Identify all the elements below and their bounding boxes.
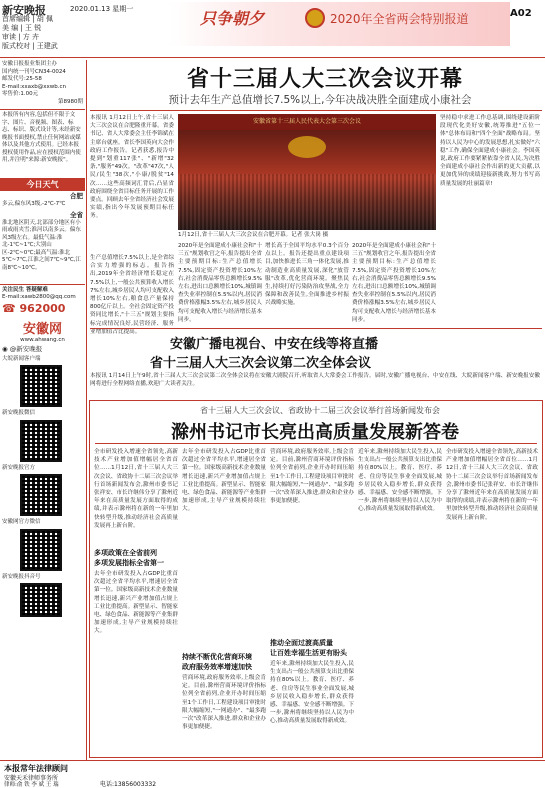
feature-kicker: 省十三届人大三次会议、省政协十二届三次会议举行首场新闻发布会 [200,406,440,415]
editor-line: 审读 | 方 卉 [2,33,40,41]
audience-rows [178,174,436,230]
cn-number: 国内统一刊号CN34-0024 [2,68,66,75]
top-story-col1: 本报讯 1月12日上午,省十三届人大三次会议在合肥隆重开幕。省委书记、省人大常委会主任李锦斌在主席台就座。省长李国英向大会作政府工作报告。记者获悉,报告中提到"划重117张"、"新增"32条,"服务"49次。"改革"47次,"人民/民生"38次,"小康/脱贫"14次……这些高频词汇背后,凸显省政府围绕全省目标任务开展的工作要点。回顾去年全省经济社会发展实绩,指出今年发展预期目标任务。 [90,115,174,220]
divider [0,109,85,110]
wechat-label: 新安晚报官方 [2,464,36,471]
weather-city: 合肥 [70,192,83,200]
photo-caption: 1月12日,省十三届人大三次会议在合肥开幕。记者 张大岗 摄 [178,232,329,238]
ad-phone: 电话:13856003332 [100,781,157,788]
feature-subhead: 政府服务效率增速加快 [182,663,252,671]
feature-subhead: 让百姓幸福生活更有盼头 [270,649,347,657]
top-story-col5: 坚持稳中求进工作总基调,围绕建设新阶段现代化美好安徽,统筹推进"五位一体"总体布局和"四个全面"战略布局。坚持以人民为中心的发展思想,扎实做好"六稳"工作,确保全面建成小康社会。李国英说,政府工作要紧紧依靠全省人民,为决胜全面建成小康社会作出新的更大贡献,以更加优异的成绩迎接新挑战,努力书写高质量发展的壮丽篇章! [440,115,540,187]
feature-col5: 全市研发投入增速全省领先,高新技术产业增加值增幅居全省首位……1月12日,省十三届人大三次会议、省政协十二届三次会议举行首场新闻发布会,滁州市委书记张祥安、市长许继伟分享了滁州近年来在高质量发展方面取得的成绩,并表示滁州将在新的一年里加快转型升级,推动经济社会高质量发展再上新台阶。 [446,449,538,521]
feature-headline: 滁州书记市长亮出高质量发展新答卷 [171,422,459,443]
weibo-handle: @新安晚报 [9,345,43,353]
second-headline-line2: 省十三届人大三次会议第二次全体会议 [150,356,372,371]
hotline-number: 962000 [19,301,66,315]
feature-col2b: 营商环境,政府服务效率,上级会肯定。目前,滁州营商环境评价指标位列全省前列,企业开办时间压缩至1个工作日,工程建设项目审批时限大幅缩短,"一网通办"、"最多跑一次"改革深入推进,群众和企业办事更加便捷。 [182,675,266,731]
publisher: 安徽日报报业集团主办 [2,61,58,67]
left-sidebar [0,60,85,788]
post-code: 邮发代号:25-58 [2,76,42,82]
qr-code [20,365,62,407]
editor-line: 美 编 | 王 锐 [2,24,42,32]
weather-region: 全省 [70,211,83,219]
feature-subhead: 多项发展指标全省第一 [94,559,164,567]
feature-subhead: 推动全面过渡高质量 [270,639,333,647]
divider [0,284,85,285]
qr-code [20,583,62,617]
weibo-account: ◉ @新安晚报 [2,345,43,353]
publisher-info [0,60,85,107]
weather-detail: 淮北地区阴天,北部部分地区有小雨或雨夹雪;淮河以南多云。偏东风3级左右。最低气温:淮北-1℃~1℃;大别山区-2℃~0℃;最高气温:淮北5℃~7℃,江淮之间7℃~9℃,江南8℃~10℃。 [2,219,81,271]
price: 零售价:1.00元 [2,91,39,97]
feature-col1b: 去年全市研发投入占GDP比重首次超过全省平均水平,增速居全省第一位。国家级高新技术企业数量增长迅速,新兴产业增加值占规上工业比重提高。新型显示、智能家电、绿色食品、新能源等产业集群加速形成,主导产业规模持续壮大。 [94,571,178,635]
contact-email: E-mail:xawb2800@qq.com [2,294,76,300]
editor-line: 版式校对 | 王建武 [2,42,58,50]
feature-col4: 近年来,滁州持续加大民生投入,民生支出占一般公共预算支出比重保持在80%以上。教育、医疗、养老、住房等民生事业全面发展,城乡居民收入稳步增长,群众获得感、幸福感、安全感不断增强。下一步,滁州将继续坚持以人民为中心,推动高质量发展取得新成效。 [358,449,442,513]
qr-code [20,420,62,462]
column-rule [86,60,87,760]
client-label: 大皖新闻客户端 [2,355,41,362]
legal-title: 本报常年法律顾问 [4,764,68,773]
qr-code [20,474,62,516]
douyin-label: 新安晚报抖音号 [2,573,41,580]
feature-subhead: 持续不断优化营商环境 [182,653,252,661]
editor-info [2,15,58,51]
divider [90,328,542,329]
wechat-label: 安徽网官方微信 [2,519,41,525]
contact-title: 关注民生 答疑解难 [2,286,48,293]
top-story-col3: 2020年是全面建成小康社会和"十三五"规划收官之年,报告提出全省主要预期目标:生产总值增长7.5%,固定资产投资增长10%左右,社会消费品零售总额增长9.5%左右,进出口总额增长10%,城镇调查失业率控制在5.5%以内,居民消费价格涨幅3.5%左右,城乡居民人均可支配收入增长与经济增长基本同步。 [178,243,262,323]
top-story-col4b: 2020年是全面建成小康社会和"十三五"规划收官之年,报告提出全省主要预期目标:生产总值增长7.5%,固定资产投资增长10%左右,社会消费品零售总额增长9.5%左右,进出口总额增长10%,城镇调查失业率控制在5.5%以内,居民消费价格涨幅3.5%左右,城乡居民人均可支配收入增长与经济增长基本同步。 [352,243,436,323]
editor-line: 首席编辑 | 胡 佩 [2,15,54,23]
top-headline: 省十三届人大三次会议开幕 [186,67,463,92]
feature-col3: 营商环境,政府服务效率,上级会肯定。目前,滁州营商环境评价指标位列全省前列,企业开办时间压缩至1个工作日,工程建设项目审批时限大幅缩短,"一网通办"、"最多跑一次"改革深入推进,群众和企业办事更加便捷。 [270,449,354,505]
emblem-icon [288,136,326,158]
lawyers: 律师:俞 铁 李 斌 王 瑞 [4,782,59,788]
wechat-label: 新安晚报微信 [2,410,36,416]
top-subheadline: 预计去年生产总值增长7.5%以上,今年决战决胜全面建成小康社会 [168,94,472,106]
national-emblem-icon [305,8,325,28]
weather-title: 今日天气 [0,178,85,191]
bottom-ad-strip [0,760,545,788]
law-firm: 安徽天禾律师事务所 [4,775,59,782]
feature-subhead: 多项政策在全省前列 [94,549,157,557]
copyright-notice: 本报所有内容,包括但不限于文字、图片、音视频、图表、标志、标识、版式设计等,未经新安晚报书面授权,禁止任何网站或媒体以及其他方式使用。已经本报授权使用作品,应在授权范围内使用,并注明"来源:新安晚报"。 [2,112,81,163]
top-story-col1b: 生产总值增长7.5%以上,是全省综合实力增强的标志。报告指出,2019年全省经济增长稳定在7.5%以上,一般公共预算收入增长7%左右,城乡居民人均可支配收入增长10%左右,粮食总产量保持800亿斤以上。全社会固定资产投资同比增长,"十三五"规划主要指标完成情况良好,民营经济、服务业增加值占比提高。 [90,255,174,335]
email: E-mail:xxaxb@xxwb.cn [2,83,66,90]
feature-col3b: 近年来,滁州持续加大民生投入,民生支出占一般公共预算支出比重保持在80%以上。教育、医疗、养老、住房等民生事业全面发展,城乡居民收入稳步增长,群众获得感、幸福感、安全感不断增强。下一步,滁州将继续坚持以人民为中心,推动高质量发展取得新成效。 [270,661,354,725]
app-url: www.ahwang.cn [20,336,65,343]
second-story-body: 本报讯 1月14日上午9时,省十三届人大三次会议第二次全体会议将在安徽大剧院召开,听取省人大常委会工作报告。届时,安徽广播电视台、中安在线、大皖新闻客户端、新安晚报安徽网将进行全程网络直播,欢迎广大读者关注。 [90,373,540,388]
top-story-col4: 增长高于全国平均水平0.3个百分点以上。报告还提出重点建设项目,加快推进长三角一体化发展,推动制造业高质量发展,深化"放管服"改革,优化营商环境。聚焦民生,持续打好污染防治攻坚战,全力保障和改善民生,全面推进乡村振兴战略实施。 [265,243,349,307]
banner-slogan: 只争朝夕 [200,9,265,28]
qr-code [20,529,62,571]
page-number: A02 [510,8,532,19]
divider [90,110,542,111]
app-logo: 安徽网 [22,321,62,337]
feature-col2: 去年全市研发投入占GDP比重首次超过全省平均水平,增速居全省第一位。国家级高新技术企业数量增长迅速,新兴产业增加值占规上工业比重提高。新型显示、智能家电、绿色食品、新能源等产业集群加速形成,主导产业规模持续壮大。 [182,449,266,513]
divider [95,443,537,444]
second-headline-line1: 安徽广播电视台、中安在线等将直播 [170,337,379,352]
photo-banner: 安徽省第十三届人民代表大会第三次会议 [178,114,436,130]
issue-date: 2020.01.13 星期一 [70,5,134,13]
feature-col1: 全市研发投入增速全省领先,高新技术产业增加值增幅居全省首位……1月12日,省十三届人大三次会议、省政协十二届三次会议举行首场新闻发布会,滁州市委书记张祥安、市长许继伟分享了滁州近年来在高质量发展方面取得的成绩,并表示滁州将在新的一年里加快转型升级,推动经济社会高质量发展再上新台阶。 [94,449,178,529]
congress-photo [178,114,436,230]
newspaper-logo: 新安晚报 [2,4,46,17]
hotline: ☎ 962000 [2,301,66,315]
issue-no: 第8980期 [58,98,83,105]
weather-text: 多云,偏东风3级,-2℃-7℃ [2,200,66,207]
banner-subtitle: 2020年全省两会特别报道 [330,12,469,26]
